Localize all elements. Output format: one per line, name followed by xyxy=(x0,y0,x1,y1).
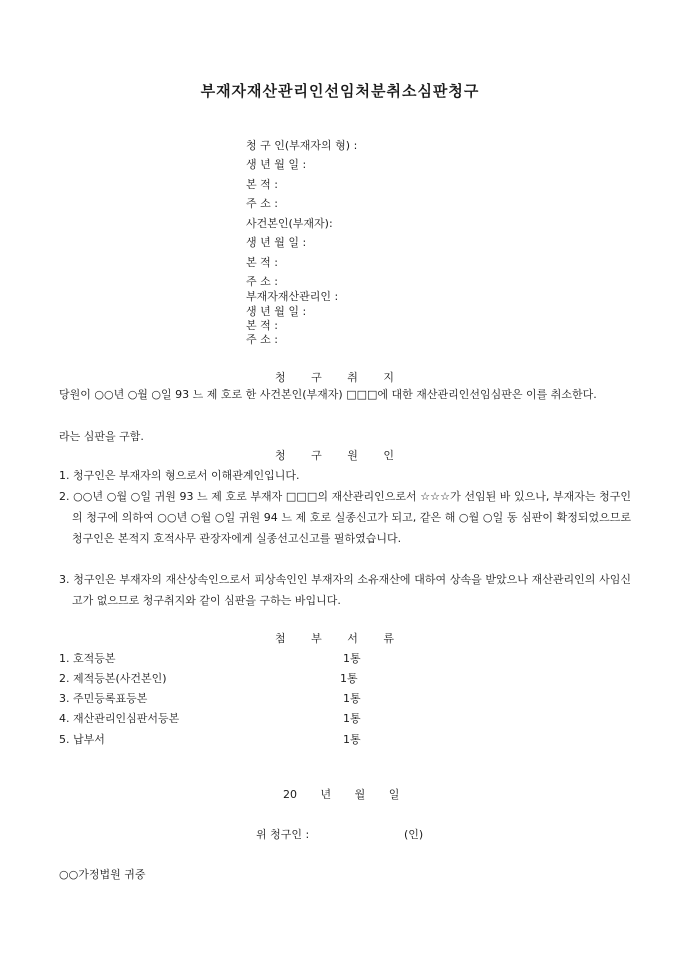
claimant-address: 주 소 : xyxy=(246,197,278,210)
attachment-count: 1통 xyxy=(343,712,361,725)
attachment-label: 5. 납부서 xyxy=(59,733,105,746)
manager-header: 부재자재산관리인 : xyxy=(246,290,339,303)
manager-birth-date: 생 년 월 일 : xyxy=(246,305,307,318)
attachment-count: 1통 xyxy=(340,672,358,685)
claimant-header: 청 구 인(부재자의 형) : xyxy=(246,139,358,152)
attachment-count: 1통 xyxy=(343,733,361,746)
attachment-count: 1통 xyxy=(343,652,361,665)
claimant-registry: 본 적 : xyxy=(246,178,278,191)
absentee-birth-date: 생 년 월 일 : xyxy=(246,236,307,249)
document-title: 부재자재산관리인선임처분취소심판청구 xyxy=(200,82,480,100)
purpose-closing: 라는 심판을 구함. xyxy=(59,430,144,443)
manager-registry: 본 적 : xyxy=(246,319,278,332)
attachments-heading: 첨 부 서 류 xyxy=(275,632,405,645)
attachment-label: 2. 제적등본(사건본인) xyxy=(59,672,167,685)
signer-label: 위 청구인 : xyxy=(256,828,310,841)
filing-date: 20 년 월 일 xyxy=(283,788,400,801)
cause-item-3: 3. 청구인은 부재자의 재산상속인으로서 피상속인인 부재자의 소유재산에 대하여 상속을 받았으나 재산관리인의 사임신고가 없으므로 청구취지와 같이 심판을 구하는 바입니다. xyxy=(59,573,631,607)
attachment-count: 1통 xyxy=(343,692,361,705)
absentee-address: 주 소 : xyxy=(246,275,278,288)
cause-item-2: 2. ○○년 ○월 ○일 귀원 93 느 제 호로 부재자 □□□의 재산관리인으로서 ☆☆☆가 선임된 바 있으나, 부재자는 청구인의 청구에 의하여 ○○년 ○월 ○일 귀원 94 느 제 호로 실종신고가 되고, 같은 해 ○월 ○일 동 심판이 확정되었으므로 청구인은 본적지 호적사무 관장자에게 실종선고신고를 필하였습니다. xyxy=(59,490,631,545)
absentee-header: 사건본인(부재자): xyxy=(246,217,333,230)
attachment-label: 4. 재산관리인심판서등본 xyxy=(59,712,180,725)
seal-mark: (인) xyxy=(404,828,424,841)
attachment-label: 1. 호적등본 xyxy=(59,652,116,665)
cause-heading: 청 구 원 인 xyxy=(275,449,405,462)
attachment-label: 3. 주민등록표등본 xyxy=(59,692,148,705)
manager-address: 주 소 : xyxy=(246,333,278,346)
purpose-heading: 청 구 취 지 xyxy=(275,371,405,384)
absentee-registry: 본 적 : xyxy=(246,256,278,269)
purpose-text: 당원이 ○○년 ○월 ○일 93 느 제 호로 한 사건본인(부재자) □□□에 대한 재산관리인선임심판은 이를 취소한다. xyxy=(59,388,597,401)
claimant-birth-date: 생 년 월 일 : xyxy=(246,158,307,171)
cause-item-1: 1. 청구인은 부재자의 형으로서 이해관계인입니다. xyxy=(59,469,300,482)
court-addressee: ○○가정법원 귀중 xyxy=(59,868,146,881)
